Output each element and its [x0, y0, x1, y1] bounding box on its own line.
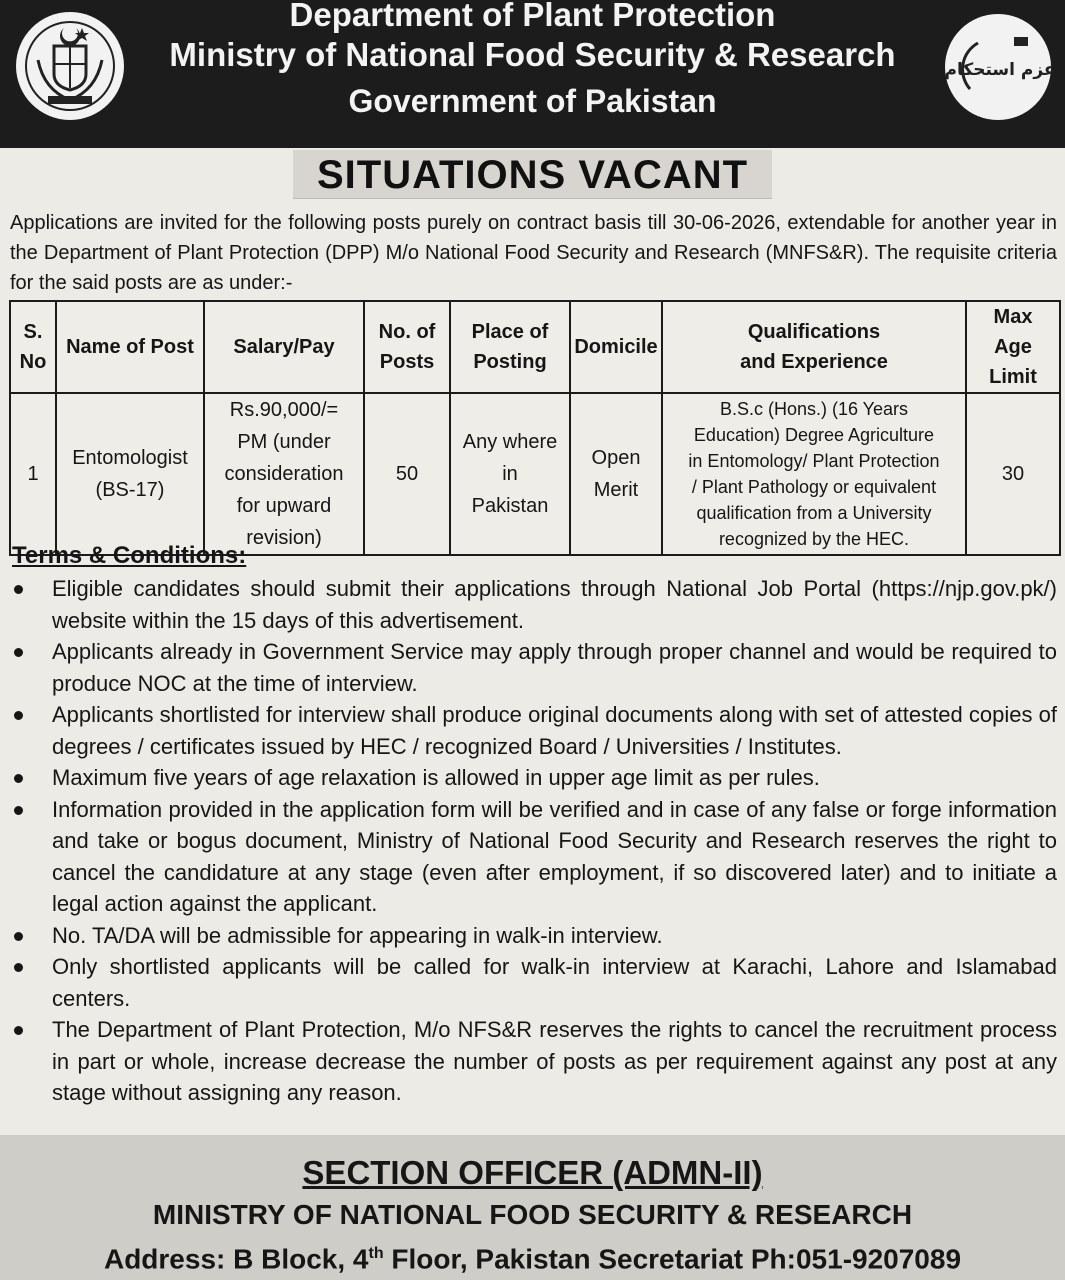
azm-e-istehkam-logo-icon [944, 14, 1056, 120]
section-officer-title: SECTION OFFICER (ADMN-II) [302, 1154, 763, 1191]
header-name: Name of Post [56, 301, 204, 393]
advertisement-footer [0, 1135, 1065, 1280]
table-row [10, 393, 1060, 555]
cell-age: 30 [966, 393, 1060, 555]
state-emblem-icon [16, 12, 124, 120]
bullet-icon [14, 806, 23, 815]
list-item: Information provided in the application form will be verified and in case of any false or forge information and take or bogus document, Ministry of National Food Security and Research reserves the right to cancel the candidature at any stage (even after employment, if so discovered later) and to initiate a legal action against the applicant. [10, 794, 1057, 920]
cell-sno: 1 [10, 393, 56, 555]
cell-domicile: Open Merit [570, 393, 662, 555]
terms-title: Terms & Conditions: [12, 542, 247, 569]
list-item: No. TA/DA will be admissible for appearing in walk-in interview. [10, 920, 1057, 952]
bullet-icon [14, 585, 23, 594]
list-item: The Department of Plant Protection, M/o NFS&R reserves the rights to cancel the recruitment process in part or whole, increase decrease the number of posts as per requirement against any post at any stage without assigning any reason. [10, 1014, 1057, 1109]
posts-table [9, 300, 1061, 556]
intro-paragraph: Applications are invited for the following posts purely on contract basis till 30-06-2026, extendable for another year in the Department of Plant Protection (DPP) M/o National Food Security and Research (MNFS&R). The requisite criteria for the said posts are as under:- [10, 212, 1057, 294]
list-item: Applicants shortlisted for interview shall produce original documents along with set of attested copies of degrees / certificates issued by HEC / recognized Board / Universities / Institutes. [10, 699, 1057, 762]
list-item: Only shortlisted applicants will be called for walk-in interview at Karachi, Lahore and Islamabad centers. [10, 951, 1057, 1014]
header-place: Place of Posting [450, 301, 570, 393]
header-sno: S. No [10, 301, 56, 393]
header-posts: No. of Posts [364, 301, 450, 393]
bullet-icon [14, 711, 23, 720]
cell-place: Any where in Pakistan [450, 393, 570, 555]
header-domicile: Domicile [570, 301, 662, 393]
cell-salary: Rs.90,000/= PM (under consideration for upward revision) [204, 393, 364, 555]
bullet-icon [14, 963, 23, 972]
list-item: Eligible candidates should submit their applications through National Job Portal (https://njp.gov.pk/) website within the 15 days of this advertisement. [10, 573, 1057, 636]
terms-list [10, 573, 1057, 1109]
cell-qualifications: B.S.c (Hons.) (16 Years Education) Degree Agriculture in Entomology/ Plant Protection / Plant Pathology or equivalent qualification from a University recognized by the HEC. [662, 393, 966, 555]
advertisement-header [0, 0, 1065, 148]
bullet-icon [14, 1026, 23, 1035]
list-item: Maximum five years of age relaxation is allowed in upper age limit as per rules. [10, 762, 1057, 794]
cell-name: Entomologist (BS-17) [56, 393, 204, 555]
header-salary: Salary/Pay [204, 301, 364, 393]
headline: SITUATIONS VACANT [293, 150, 772, 198]
ministry-name: Ministry of National Food Security & Research [169, 36, 896, 73]
bullet-icon [14, 932, 23, 941]
logo-text: عزم استحکام [944, 60, 1056, 80]
footer-address: Address: B Block, 4th Floor, Pakistan Secretariat Ph:051-9207089 [103, 1243, 962, 1275]
list-item: Applicants already in Government Service may apply through proper channel and would be required to produce NOC at the time of interview. [10, 636, 1057, 699]
footer-ministry: MINISTRY OF NATIONAL FOOD SECURITY & RESEARCH [152, 1199, 913, 1230]
bullet-icon [14, 774, 23, 783]
bullet-icon [14, 648, 23, 657]
department-name: Department of Plant Protection [289, 0, 776, 33]
table-header-row [10, 301, 1060, 393]
cell-posts: 50 [364, 393, 450, 555]
header-age: Max Age Limit [966, 301, 1060, 393]
government-name: Government of Pakistan [348, 83, 717, 119]
header-qualifications: Qualifications and Experience [662, 301, 966, 393]
